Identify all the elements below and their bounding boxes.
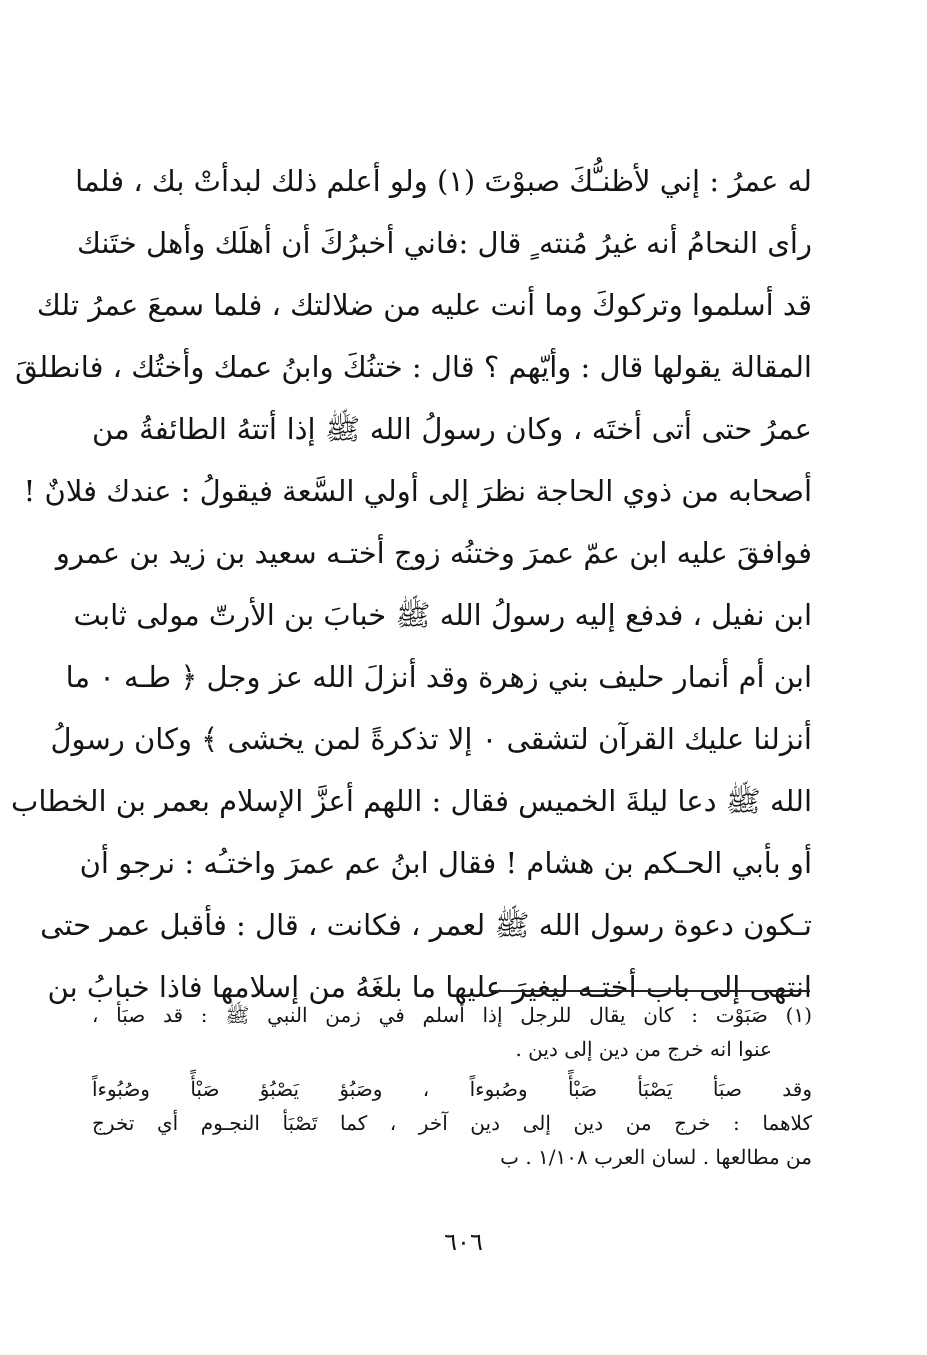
footnotes [92,998,812,1174]
text-line: رأى النحامُ أنه غيرُ مُنته ٍ قال :فاني أخبرُكَ أن أهلَك وأهل ختَنك [76,226,812,260]
page-number: ٦٠٦ [444,1228,483,1256]
text-line: قد أسلموا وتركوكَ وما أنت عليه من ضلالتك ، فلما سمعَ عمرُ تلك [36,288,812,322]
text-line: ابن نفيل ، فدفع إليه رسولُ الله ﷺ خبابَ بن الأرتّ مولى ثابت [73,598,812,632]
text-line: فوافقَ عليه ابن عمّ عمرَ وختنُه زوج أختـه سعيد بن زيد بن عمرو [55,536,812,570]
main-text [11,150,812,1018]
footnote-line: عنوا انه خرج من دين إلى دين . [515,1037,772,1061]
text-line: تـكون دعوة رسول الله ﷺ لعمر ، فكانت ، قال : فأقبل عمر حتى [40,908,812,942]
footnote-divider [490,990,810,992]
text-line: أنزلنا عليك القرآن لتشقى ۰ إلا تذكرةً لمن يخشى ﴾ وكان رسولُ [50,722,812,756]
text-line: أصحابه من ذوي الحاجة نظرَ إلى أولي السَّعة فيقولُ : عندك فلانٌ ! [23,474,812,508]
text-line: أو بأبي الحـكم بن هشام ! فقال ابنُ عم عمرَ واختـُه : نرجو أن [79,846,812,880]
text-line: عمرُ حتى أتى أختَه ، وكان رسولُ الله ﷺ إذا أتتهُ الطائفةُ من [92,412,812,446]
footnote-line: (١) صَبَوْت : كان يقال للرجل إذا أسلم في زمن النبي ﷺ : قد صبَأ ، [92,1003,812,1027]
footnote-line: وقد صبَأ يَصْبَأ صَبْأً وصُبوءاً ، وصَبُؤ يَصْبُؤ صَبْأً وصُبُوءاً [92,1077,812,1101]
footnote-line: من مطالعها . لسان العرب ١/١٠٨ . ب [500,1145,812,1169]
text-line: المقالة يقولها قال : وأيّهم ؟ قال : ختنُكَ وابنُ عمك وأختُك ، فانطلقَ [15,350,812,384]
text-line: الله ﷺ دعا ليلةَ الخميس فقال : اللهم أعزَّ الإسلام بعمر بن الخطاب [11,784,812,818]
text-line: ابن أم أنمار حليف بني زهرة وقد أنزلَ الله عز وجل ﴿ طـه ۰ ما [65,660,812,694]
footnote-line: كلاهما : خرج من دين إلى دين آخر ، كما تَصْبَأ النجـوم أي تخرج [92,1111,812,1135]
text-line: له عمرُ : إني لأظنـُّكَ صبوْتَ (١) ولو أعلم ذلك لبدأتْ بك ، فلما [75,164,812,198]
text-line: انتهى إلى باب أختـه ليغيرَ عليها ما بلغَهُ من إسلامها فاذا خبابُ بن [47,970,812,1004]
